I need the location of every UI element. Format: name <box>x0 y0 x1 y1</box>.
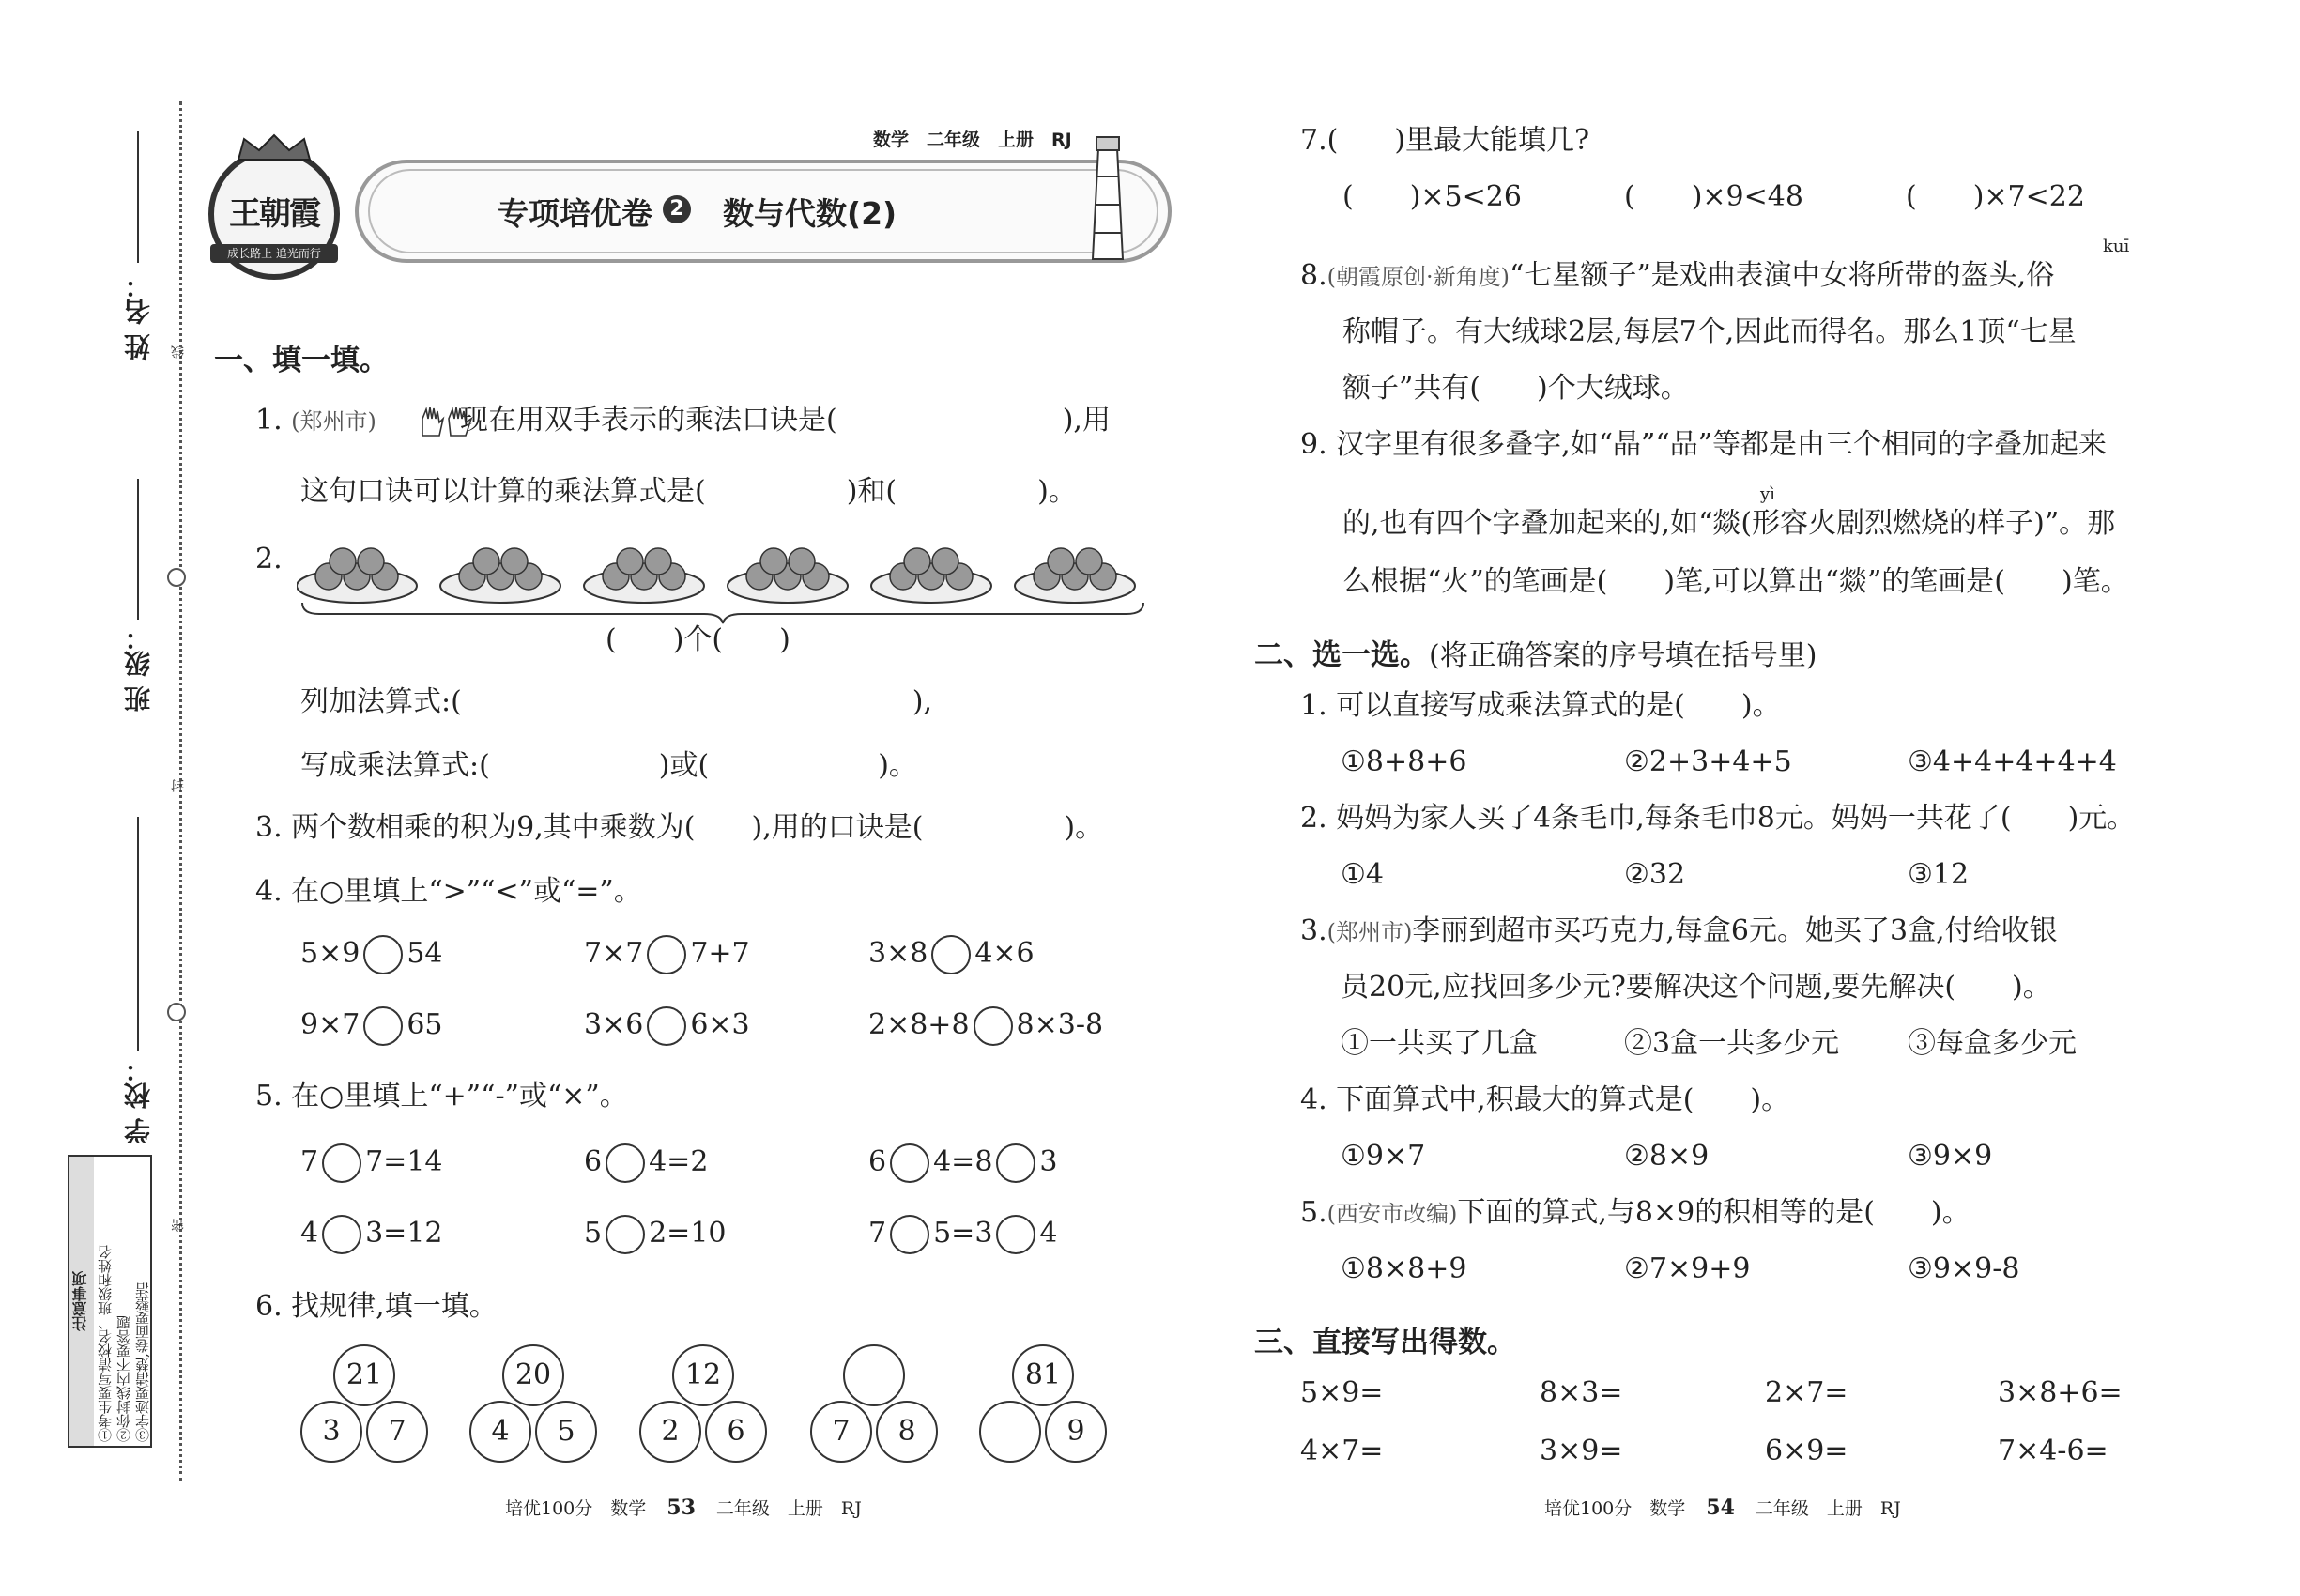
question-4: 4. 在○里填上“>”“<”或“=”。 <box>255 875 642 908</box>
q2-multiplication-line[interactable]: 写成乘法算式:( )或( )。 <box>300 749 917 782</box>
q4-left-expr: 5×9 <box>300 937 360 970</box>
answer-circle[interactable] <box>890 1215 929 1254</box>
q5-term: 4=8 <box>933 1145 993 1178</box>
q6-top-ring[interactable] <box>843 1344 905 1406</box>
q9-pinyin: yì <box>1760 484 1775 504</box>
q5-item <box>300 1215 443 1254</box>
question-7: 7.( )里最大能填几? <box>1300 124 1590 157</box>
notes-title: 注意事项 <box>69 1157 94 1446</box>
q5-term: 4 <box>1039 1217 1058 1250</box>
answer-circle[interactable] <box>606 1143 645 1183</box>
calc-item[interactable]: 2×7= <box>1765 1376 1848 1409</box>
page-number-right: 54 <box>1706 1496 1735 1520</box>
q8-pinyin: kuī <box>2103 237 2130 256</box>
name-field[interactable] <box>137 131 139 263</box>
section-1-heading: 一、填一填。 <box>214 344 389 377</box>
class-field[interactable] <box>137 479 139 620</box>
c5-opt-1: ①8×8+9 <box>1341 1252 1467 1285</box>
page-subtitle: 数与代数(2) <box>723 195 897 232</box>
question-9-line-3[interactable]: 么根据“火”的笔画是( )笔,可以算出“燚”的笔画是( )笔。 <box>1342 565 2129 598</box>
c2-opt-2: ②32 <box>1624 858 1686 891</box>
q7-item-3[interactable]: ( )×7<22 <box>1906 180 2085 213</box>
q5-item <box>300 1143 443 1183</box>
c3-opt-3: ③每盒多少元 <box>1908 1027 2077 1060</box>
answer-circle[interactable] <box>647 1006 686 1046</box>
fruit-plates <box>297 533 1142 608</box>
c2-opt-3: ③12 <box>1908 858 1970 891</box>
q4-right-expr: 65 <box>406 1008 443 1041</box>
tick-mi: 密 <box>171 1219 186 1232</box>
q5-term: 2=10 <box>649 1217 727 1250</box>
c1-opt-1: ①8+8+6 <box>1341 745 1467 778</box>
page-title: 专项培优卷 <box>498 195 652 232</box>
page-number-left: 53 <box>667 1496 696 1520</box>
calc-item[interactable]: 5×9= <box>1300 1376 1384 1409</box>
q4-left-expr: 3×8 <box>868 937 928 970</box>
q5-term: 6 <box>584 1145 603 1178</box>
fruit-plate-icon <box>728 548 848 603</box>
question-8-line-1: 8.(朝霞原创·新角度)“七星额子”是戏曲表演中女将所带的盔头,俗 <box>1300 259 2055 292</box>
q4-item <box>300 935 443 974</box>
q6-top-ring: 21 <box>333 1344 395 1406</box>
calc-item[interactable]: 6×9= <box>1765 1435 1848 1467</box>
q4-left-expr: 9×7 <box>300 1008 360 1041</box>
calc-item[interactable]: 8×3= <box>1540 1376 1623 1409</box>
c4-opt-2: ②8×9 <box>1624 1140 1710 1173</box>
q4-item <box>868 1006 1103 1046</box>
logo <box>208 148 340 280</box>
q1-text: 现在用双手表示的乘法口诀是( ),用 <box>460 404 1111 437</box>
c4-opt-3: ③9×9 <box>1908 1140 1993 1173</box>
class-label: 班 级： <box>123 624 154 713</box>
q4-item <box>584 1006 750 1046</box>
q6-left-ring[interactable] <box>979 1401 1041 1463</box>
c5-source: (西安市改编) <box>1326 1201 1458 1227</box>
answer-circle[interactable] <box>974 1006 1013 1046</box>
hands-icon <box>419 406 475 437</box>
c5-opt-3: ③9×9-8 <box>1908 1252 2020 1285</box>
q4-left-expr: 7×7 <box>584 937 644 970</box>
fruit-plate-icon <box>584 548 704 603</box>
question-8-line-3[interactable]: 额子”共有( )个大绒球。 <box>1342 372 1689 405</box>
q6-right-ring: 7 <box>366 1401 428 1463</box>
q5-item <box>868 1215 1058 1254</box>
q1-source: (郑州市) <box>291 408 376 435</box>
answer-circle[interactable] <box>322 1143 361 1183</box>
binding-hole-icon <box>167 568 186 587</box>
footer-right: 培优100分 数学 54 二年级 上册 RJ <box>1544 1496 1901 1520</box>
question-9-line-1: 9. 汉字里有很多叠字,如“晶”“品”等都是由三个相同的字叠加起来 <box>1300 428 2108 461</box>
q5-term: 3 <box>1039 1145 1058 1178</box>
q6-right-ring: 5 <box>535 1401 597 1463</box>
q2-number: 2. <box>255 543 283 575</box>
note-2: ②你封线内不要答题 <box>115 1315 132 1442</box>
answer-circle[interactable] <box>606 1215 645 1254</box>
school-label: 学 校： <box>123 1056 154 1144</box>
footer-left: 培优100分 数学 53 二年级 上册 RJ <box>505 1496 862 1520</box>
section-2-heading: 二、选一选。(将正确答案的序号填在括号里) <box>1254 638 1817 672</box>
tick-xian: 线 <box>171 345 186 359</box>
q5-term: 5=3 <box>933 1217 993 1250</box>
fruit-plate-icon <box>1015 548 1135 603</box>
q4-right-expr: 4×6 <box>974 937 1035 970</box>
q6-top-ring: 12 <box>672 1344 734 1406</box>
q4-left-expr: 2×8+8 <box>868 1008 970 1041</box>
q6-left-ring: 7 <box>810 1401 872 1463</box>
title-badge: 2 <box>663 195 691 223</box>
q5-term: 4=2 <box>649 1145 709 1178</box>
c3-opt-1: ①一共买了几盒 <box>1341 1027 1538 1060</box>
q4-item <box>868 935 1035 974</box>
c1-opt-2: ②2+3+4+5 <box>1624 745 1792 778</box>
c3-opt-2: ②3盒一共多少元 <box>1624 1027 1840 1060</box>
choice-3-line-2[interactable]: 员20元,应找回多少元?要解决这个问题,要先解决( )。 <box>1341 971 2051 1004</box>
q6-left-ring: 4 <box>469 1401 531 1463</box>
notes-box <box>68 1155 152 1448</box>
q8-text: “七星额子”是戏曲表演中女将所带的盔头,俗 <box>1509 259 2055 292</box>
question-1-line-2: 这句口诀可以计算的乘法算式是( )和( )。 <box>300 475 1077 508</box>
c1-opt-3: ③4+4+4+4+4 <box>1908 745 2117 778</box>
fruit-plate-icon <box>440 548 560 603</box>
q4-right-expr: 7+7 <box>690 937 750 970</box>
q4-item <box>300 1006 443 1046</box>
q7-item-2[interactable]: ( )×9<48 <box>1624 180 1803 213</box>
section-3-heading: 三、直接写出得数。 <box>1254 1326 1516 1359</box>
choice-5[interactable]: 5.(西安市改编)下面的算式,与8×9的积相等的是( )。 <box>1300 1196 1970 1229</box>
q5-term: 3=12 <box>365 1217 443 1250</box>
q1-number: 1. <box>255 404 283 437</box>
q4-item <box>584 935 750 974</box>
choice-4[interactable]: 4. 下面算式中,积最大的算式是( )。 <box>1300 1083 1790 1116</box>
choice-2[interactable]: 2. 妈妈为家人买了4条毛巾,每条毛巾8元。妈妈一共花了( )元。 <box>1300 802 2136 835</box>
q2-count-blank[interactable]: ( )个( ) <box>606 623 790 656</box>
answer-circle[interactable] <box>363 1006 403 1046</box>
answer-circle[interactable] <box>996 1143 1035 1183</box>
meta-line: 数学 二年级 上册 RJ <box>873 130 1072 150</box>
answer-circle[interactable] <box>363 935 403 974</box>
q5-item <box>584 1143 708 1183</box>
q5-term: 7 <box>868 1217 887 1250</box>
q6-top-ring: 20 <box>502 1344 564 1406</box>
binding-hole-icon <box>167 1003 186 1021</box>
note-3: ③字迹要清楚,卷面要整洁 <box>134 1282 151 1442</box>
choice-3-line-1: 3.(郑州市)李丽到超市买巧克力,每盒6元。她买了3盒,付给收银 <box>1300 914 2058 947</box>
question-9-line-2: 的,也有四个字叠加起来的,如“燚(形容火剧烈燃烧的样子)”。那 <box>1342 507 2116 540</box>
q4-right-expr: 54 <box>406 937 443 970</box>
school-field[interactable] <box>137 817 139 1051</box>
logo-ribbon: 成长路上 追光而行 <box>210 244 338 263</box>
q5-term: 7 <box>300 1145 319 1178</box>
question-1-line-1 <box>255 402 1111 440</box>
q6-right-ring: 6 <box>705 1401 767 1463</box>
calc-item[interactable]: 7×4-6= <box>1998 1435 2108 1467</box>
c5-opt-2: ②7×9+9 <box>1624 1252 1751 1285</box>
calc-item[interactable]: 4×7= <box>1300 1435 1384 1467</box>
q7-item-1[interactable]: ( )×5<26 <box>1342 180 1522 213</box>
fruit-plate-icon <box>297 548 417 603</box>
q4-left-expr: 3×6 <box>584 1008 644 1041</box>
q6-left-ring: 3 <box>300 1401 362 1463</box>
question-5: 5. 在○里填上“+”“-”或“×”。 <box>255 1080 628 1113</box>
q6-left-ring: 2 <box>639 1401 701 1463</box>
q8-source: (朝霞原创·新角度) <box>1326 264 1510 290</box>
c4-opt-1: ①9×7 <box>1341 1140 1426 1173</box>
name-label: 姓 名： <box>123 272 154 361</box>
answer-circle[interactable] <box>647 935 686 974</box>
answer-circle[interactable] <box>322 1215 361 1254</box>
calc-item[interactable]: 3×9= <box>1540 1435 1623 1467</box>
answer-circle[interactable] <box>890 1143 929 1183</box>
q6-right-ring: 8 <box>876 1401 938 1463</box>
q5-term: 7=14 <box>365 1145 443 1178</box>
c2-opt-1: ①4 <box>1341 858 1384 891</box>
q6-top-ring: 81 <box>1012 1344 1074 1406</box>
question-6: 6. 找规律,填一填。 <box>255 1290 498 1323</box>
q4-right-expr: 6×3 <box>690 1008 750 1041</box>
q5-term: 6 <box>868 1145 887 1178</box>
question-8-line-2: 称帽子。有大绒球2层,每层7个,因此而得名。那么1顶“七星 <box>1342 315 2077 348</box>
tick-feng: 封 <box>171 779 186 792</box>
crown-icon <box>235 133 314 161</box>
logo-text: 王朝霞 <box>229 195 319 233</box>
q5-term: 5 <box>584 1217 603 1250</box>
answer-circle[interactable] <box>931 935 971 974</box>
q6-right-ring: 9 <box>1045 1401 1107 1463</box>
choice-1[interactable]: 1. 可以直接写成乘法算式的是( )。 <box>1300 689 1781 722</box>
c3-source: (郑州市) <box>1326 919 1413 945</box>
q5-item <box>584 1215 727 1254</box>
q2-addition-line[interactable]: 列加法算式:( ), <box>300 685 933 718</box>
calc-item[interactable]: 3×8+6= <box>1998 1376 2123 1409</box>
q5-item <box>868 1143 1058 1183</box>
question-3[interactable]: 3. 两个数相乘的积为9,其中乘数为( ),用的口诀是( )。 <box>255 811 1104 844</box>
q5-term: 4 <box>300 1217 319 1250</box>
note-1: ①考生要写清校名、班级和姓名 <box>97 1245 114 1442</box>
q4-right-expr: 8×3-8 <box>1016 1008 1104 1041</box>
lighthouse-icon <box>1080 130 1136 261</box>
section-2-note: (将正确答案的序号填在括号里) <box>1429 639 1817 672</box>
fruit-plate-icon <box>871 548 991 603</box>
answer-circle[interactable] <box>996 1215 1035 1254</box>
